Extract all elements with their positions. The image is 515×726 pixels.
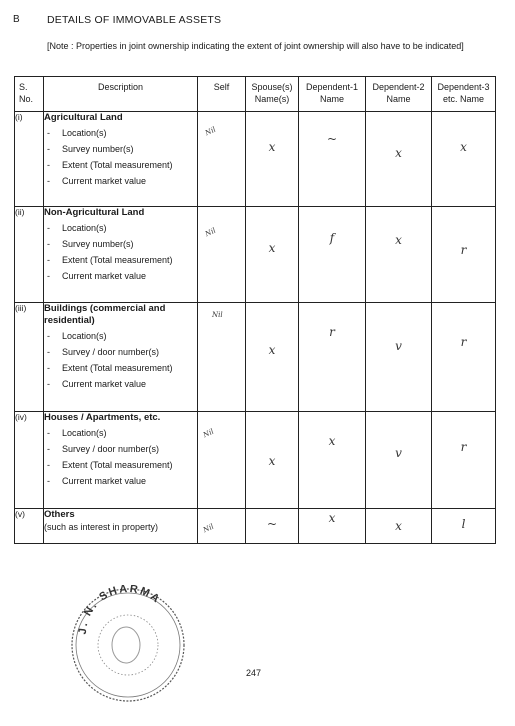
row-sno: (iv) xyxy=(15,412,44,509)
row-sno: (ii) xyxy=(15,207,44,303)
dep1-cell xyxy=(299,207,366,303)
list-item: - Location(s) xyxy=(44,222,197,234)
table-row xyxy=(15,412,496,509)
handwritten-mark: r xyxy=(460,243,467,257)
spouse-cell xyxy=(246,303,299,412)
page-number: 247 xyxy=(246,668,262,678)
list-item: - Extent (Total measurement) xyxy=(44,362,197,374)
dep2-cell xyxy=(366,303,432,412)
row-description xyxy=(44,112,198,207)
self-cell xyxy=(198,412,246,509)
row-category: Buildings (commercial and residential) xyxy=(44,303,166,326)
row-category: Houses / Apartments, etc. xyxy=(44,412,161,423)
handwritten-mark: x xyxy=(268,241,276,255)
table-row xyxy=(15,509,496,544)
row-description xyxy=(44,509,198,544)
svg-text:J. N. SHARMA xyxy=(77,585,163,635)
section-letter: B xyxy=(13,14,20,25)
handwritten-mark: x xyxy=(395,233,402,247)
dep1-cell xyxy=(299,112,366,207)
row-sno: (v) xyxy=(15,509,44,544)
handwritten-mark: x xyxy=(395,519,402,533)
handwritten-mark: v xyxy=(395,446,402,460)
spouse-cell xyxy=(246,509,299,544)
list-item: - Survey / door number(s) xyxy=(44,346,197,358)
list-item: - Survey number(s) xyxy=(44,238,197,250)
list-item: - Extent (Total measurement) xyxy=(44,159,197,171)
header-sno: S. No. xyxy=(15,77,44,112)
handwritten-mark: v xyxy=(395,339,402,353)
list-item: - Survey / door number(s) xyxy=(44,443,197,455)
dep2-cell xyxy=(366,112,432,207)
list-item: - Current market value xyxy=(44,475,197,487)
round-stamp xyxy=(68,585,188,705)
self-cell xyxy=(198,509,246,544)
self-cell xyxy=(198,207,246,303)
handwritten-mark: ~ xyxy=(326,132,338,146)
list-item: - Current market value xyxy=(44,270,197,282)
dep3-cell xyxy=(432,112,496,207)
handwritten-mark: x xyxy=(395,146,402,160)
spouse-cell xyxy=(246,207,299,303)
row-category: Others xyxy=(44,509,75,520)
table-row xyxy=(15,207,496,303)
list-item: - Location(s) xyxy=(44,127,197,139)
self-cell xyxy=(198,112,246,207)
list-item: - Current market value xyxy=(44,378,197,390)
dep3-cell xyxy=(432,412,496,509)
spouse-cell xyxy=(246,412,299,509)
handwritten-mark: r xyxy=(460,335,467,349)
list-item: - Location(s) xyxy=(44,427,197,439)
header-description: Description xyxy=(44,77,198,112)
self-cell xyxy=(198,303,246,412)
handwritten-mark: l xyxy=(461,517,466,531)
row-category: Agricultural Land xyxy=(44,112,123,123)
list-item: - Current market value xyxy=(44,175,197,187)
row-sno: (iii) xyxy=(15,303,44,412)
dep2-cell xyxy=(366,509,432,544)
dep2-cell xyxy=(366,412,432,509)
list-item: - Location(s) xyxy=(44,330,197,342)
row-subtext: (such as interest in property) xyxy=(44,522,159,532)
header-dependent-3: Dependent-3 etc. Name xyxy=(432,77,496,112)
handwritten-entry: Nil xyxy=(202,427,215,440)
handwritten-entry: Nil xyxy=(204,125,217,138)
header-self: Self xyxy=(198,77,246,112)
handwritten-mark: f xyxy=(329,231,335,245)
handwritten-mark: ~ xyxy=(266,517,278,531)
dep1-cell xyxy=(299,303,366,412)
row-description xyxy=(44,412,198,509)
immovable-assets-table xyxy=(14,76,496,544)
handwritten-mark: x xyxy=(268,343,276,357)
table-row xyxy=(15,112,496,207)
spouse-cell xyxy=(246,112,299,207)
handwritten-mark: x xyxy=(268,454,276,468)
handwritten-entry: Nil xyxy=(212,311,223,319)
handwritten-mark: x xyxy=(328,511,336,525)
handwritten-mark: r xyxy=(460,440,467,454)
stamp-text: J. N. SHARMA xyxy=(76,585,164,635)
dep1-cell xyxy=(299,412,366,509)
row-sno: (i) xyxy=(15,112,44,207)
dep3-cell xyxy=(432,207,496,303)
dep3-cell xyxy=(432,509,496,544)
handwritten-mark: x xyxy=(328,434,336,448)
list-item: - Extent (Total measurement) xyxy=(44,459,197,471)
list-item: - Survey number(s) xyxy=(44,143,197,155)
handwritten-entry: Nil xyxy=(202,522,215,535)
dep2-cell xyxy=(366,207,432,303)
handwritten-mark: x xyxy=(460,140,467,154)
header-dependent-2: Dependent-2 Name xyxy=(366,77,432,112)
table-row xyxy=(15,303,496,412)
list-item: - Extent (Total measurement) xyxy=(44,254,197,266)
header-row xyxy=(15,77,496,112)
dep3-cell xyxy=(432,303,496,412)
handwritten-mark: r xyxy=(329,325,335,339)
row-description xyxy=(44,303,198,412)
section-note: [Note : Properties in joint ownership indicating the extent of joint ownership will also have to be indicated] xyxy=(47,41,464,51)
dep1-cell xyxy=(299,509,366,544)
handwritten-entry: Nil xyxy=(204,226,217,239)
section-title: DETAILS OF IMMOVABLE ASSETS xyxy=(47,14,222,26)
row-description xyxy=(44,207,198,303)
row-category: Non-Agricultural Land xyxy=(44,207,145,218)
header-spouse: Spouse(s) Name(s) xyxy=(246,77,299,112)
header-dependent-1: Dependent-1 Name xyxy=(299,77,366,112)
handwritten-mark: x xyxy=(268,140,276,154)
